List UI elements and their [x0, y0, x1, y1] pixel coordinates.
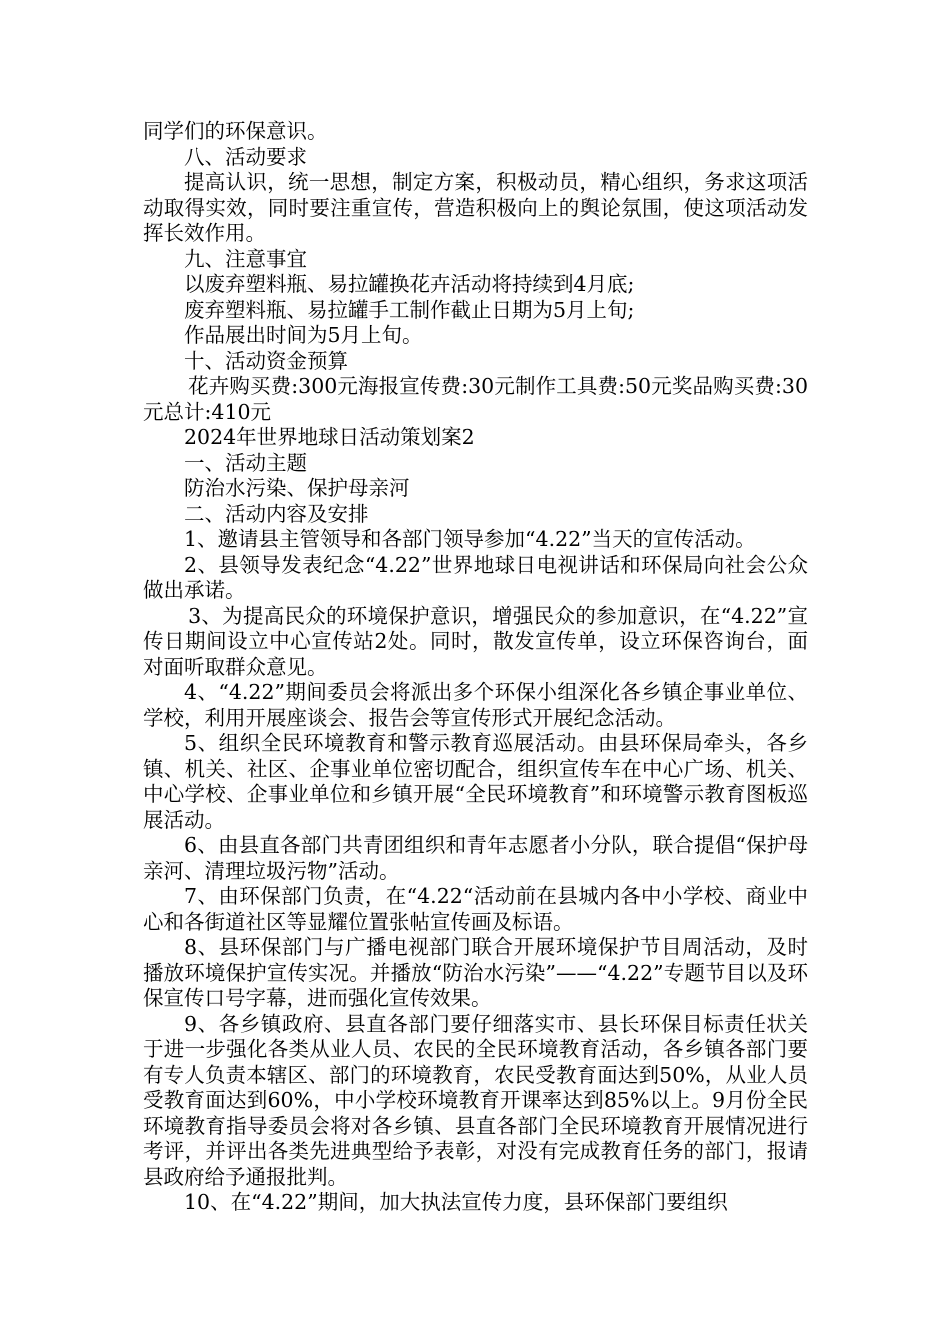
document-page — [143, 119, 808, 1216]
paragraph-note-3: 作品展出时间为5月上旬。 — [184, 323, 423, 347]
section-heading-content: 二、活动内容及安排 — [184, 501, 369, 526]
paragraph-budget: 花卉购买费:300元海报宣传费:30元制作工具费:50元奖品购买费:30元总计:410元 — [143, 374, 808, 424]
paragraph-note-1: 以废弃塑料瓶、易拉罐换花卉活动将持续到4月底; — [184, 272, 635, 296]
list-item-1: 1、邀请县主管领导和各部门领导参加“4.22”当天的宣传活动。 — [184, 527, 756, 551]
paragraph-theme: 防治水污染、保护母亲河 — [184, 476, 410, 500]
paragraph-continuation: 同学们的环保意识。 — [143, 119, 328, 143]
list-item-7: 7、由环保部门负责，在“4.22“活动前在县城内各中小学校、商业中心和各街道社区等显耀位置张帖宣传画及标语。 — [143, 884, 808, 934]
section-heading-8: 八、活动要求 — [184, 144, 307, 169]
list-item-2: 2、县领导发表纪念“4.22”世界地球日电视讲话和环保局向社会公众做出承诺。 — [143, 552, 808, 602]
section-heading-9: 九、注意事宜 — [184, 246, 307, 271]
paragraph-requirements: 提高认识，统一思想，制定方案，积极动员，精心组织，务求这项活动取得实效，同时要注重宣传，营造积极向上的舆论氛围，使这项活动发挥长效作用。 — [143, 170, 808, 245]
section-heading-theme: 一、活动主题 — [184, 450, 307, 475]
list-item-5: 5、组织全民环境教育和警示教育巡展活动。由县环保局牵头，各乡镇、机关、社区、企事业单位密切配合，组织宣传车在中心广场、机关、中心学校、企事业单位和乡镇开展“全民环境教育”和环境警示教育图板巡展活动。 — [143, 731, 808, 832]
list-item-3: 3、为提高民众的环境保护意识，增强民众的参加意识，在“4.22”宣传日期间设立中心宣传站2处。同时，散发宣传单，设立环保咨询台，面对面听取群众意见。 — [143, 603, 808, 679]
paragraph-note-2: 废弃塑料瓶、易拉罐手工制作截止日期为5月上旬; — [184, 297, 635, 322]
list-item-10: 10、在“4.22”期间，加大执法宣传力度，县环保部门要组织 — [184, 1190, 728, 1214]
list-item-6: 6、由县直各部门共青团组织和青年志愿者小分队，联合提倡“保护母亲河、清理垃圾污物”活动。 — [143, 833, 808, 883]
list-item-9: 9、各乡镇政府、县直各部门要仔细落实市、县长环保目标责任状关于进一步强化各类从业人员、农民的全民环境教育活动，各乡镇各部门要有专人负责本辖区、部门的环境教育，农民受教育面达到50%，从业人员受教育面达到60%，中小学校环境教育开课率达到85%以上。9月份全民环境教育指导委员会将对各乡镇、县直各部门全民环境教育开展情况进行考评，并评出各类先进典型给予表彰，对没有完成教育任务的部门，报请县政府给予通报批判。 — [143, 1011, 808, 1189]
document-title-2: 2024年世界地球日活动策划案2 — [184, 425, 475, 449]
list-item-8: 8、县环保部门与广播电视部门联合开展环境保护节目周活动，及时播放环境保护宣传实况。并播放“防治水污染”——“4.22”专题节目以及环保宣传口号字幕，进而强化宣传效果。 — [143, 935, 808, 1010]
section-heading-10: 十、活动资金预算 — [184, 348, 348, 373]
list-item-4: 4、“4.22”期间委员会将派出多个环保小组深化各乡镇企事业单位、学校，利用开展座谈会、报告会等宣传形式开展纪念活动。 — [143, 680, 808, 730]
